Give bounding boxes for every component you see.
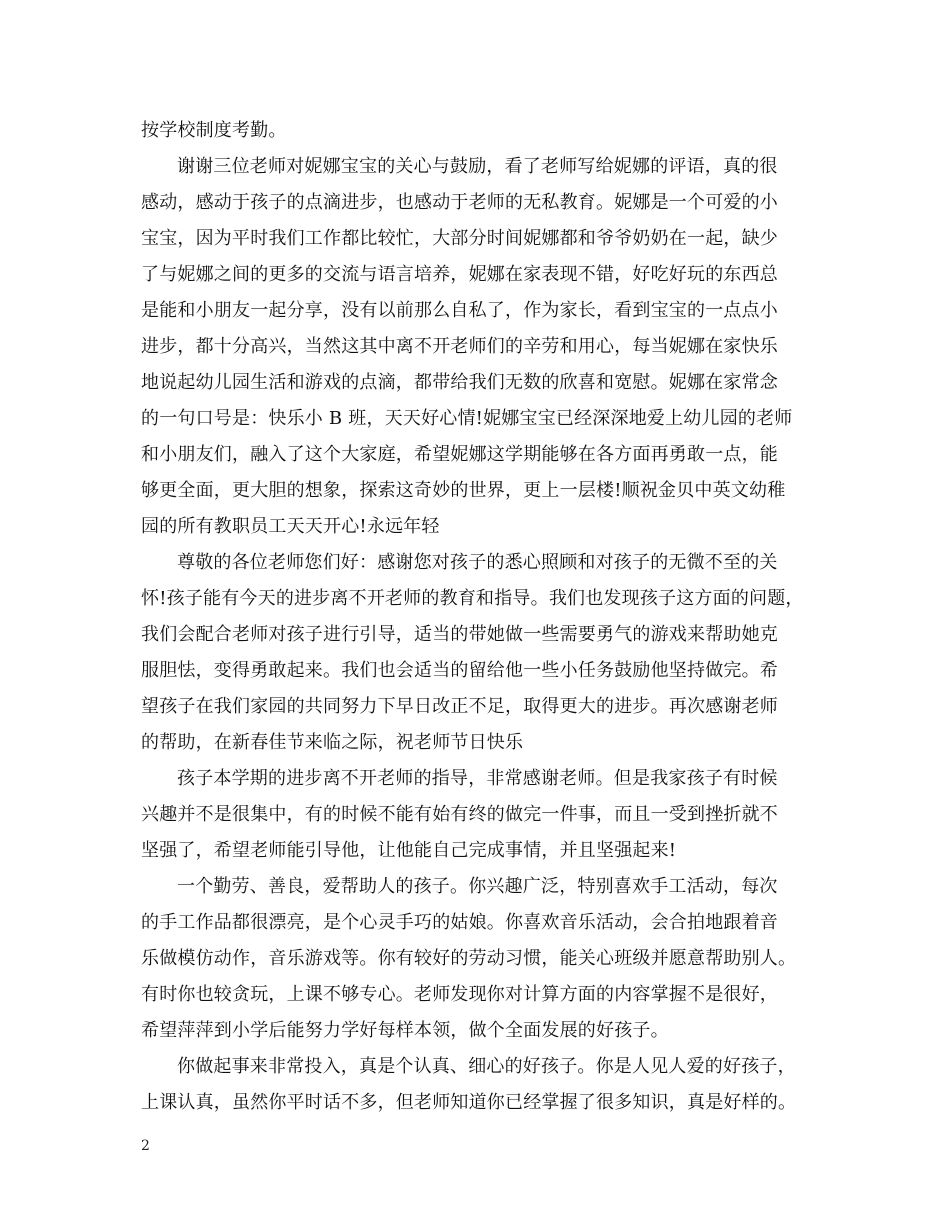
text-line: 一个勤劳、善良，爱帮助人的孩子。你兴趣广泛，特别喜欢手工活动，每次 xyxy=(177,876,778,897)
text-line: 你做起事来非常投入，真是个认真、细心的好孩子。你是人见人爱的好孩子， xyxy=(177,1056,796,1077)
text-line: 地说起幼儿园生活和游戏的点滴，都带给我们无数的欣喜和宽慰。妮娜在家常念 xyxy=(141,372,778,393)
text-line: 的一句口号是：快乐小 B 班，天天好心情!妮娜宝宝已经深深地爱上幼儿园的老师 xyxy=(141,408,793,429)
text-line: 进步，都十分高兴，当然这其中离不开老师们的辛劳和用心，每当妮娜在家快乐 xyxy=(141,336,778,357)
text-line: 是能和小朋友一起分享，没有以前那么自私了，作为家长，看到宝宝的一点点小 xyxy=(141,300,778,321)
text-line: 宝宝，因为平时我们工作都比较忙，大部分时间妮娜都和爷爷奶奶在一起，缺少 xyxy=(141,228,778,249)
text-line: 的手工作品都很漂亮，是个心灵手巧的姑娘。你喜欢音乐活动，会合拍地跟着音 xyxy=(141,912,778,933)
text-line: 按学校制度考勤。 xyxy=(141,120,287,141)
text-line: 感动，感动于孩子的点滴进步，也感动于老师的无私教育。妮娜是一个可爱的小 xyxy=(141,192,778,213)
text-line: 希望萍萍到小学后能努力学好每样本领，做个全面发展的好孩子。 xyxy=(141,1020,669,1041)
text-line: 和小朋友们，融入了这个大家庭，希望妮娜这学期能够在各方面再勇敢一点，能 xyxy=(141,444,778,465)
text-line: 园的所有教职员工天天开心!永远年轻 xyxy=(141,516,440,537)
page-number: 2 xyxy=(141,1138,150,1154)
text-line: 怀!孩子能有今天的进步离不开老师的教育和指导。我们也发现孩子这方面的问题， xyxy=(141,588,804,609)
text-line: 谢谢三位老师对妮娜宝宝的关心与鼓励，看了老师写给妮娜的评语，真的很 xyxy=(177,156,778,177)
text-line: 有时你也较贪玩，上课不够专心。老师发现你对计算方面的内容掌握不是很好， xyxy=(141,984,778,1005)
text-line: 了与妮娜之间的更多的交流与语言培养，妮娜在家表现不错，好吃好玩的东西总 xyxy=(141,264,778,285)
text-line: 我们会配合老师对孩子进行引导，适当的带她做一些需要勇气的游戏来帮助她克 xyxy=(141,624,778,645)
text-line: 服胆怯，变得勇敢起来。我们也会适当的留给他一些小任务鼓励他坚持做完。希 xyxy=(141,660,778,681)
text-line: 坚强了，希望老师能引导他，让他能自己完成事情，并且坚强起来! xyxy=(141,840,677,861)
text-line: 望孩子在我们家园的共同努力下早日改正不足，取得更大的进步。再次感谢老师 xyxy=(141,696,778,717)
text-line: 孩子本学期的进步离不开老师的指导，非常感谢老师。但是我家孩子有时候 xyxy=(177,768,778,789)
text-line: 尊敬的各位老师您们好：感谢您对孩子的悉心照顾和对孩子的无微不至的关 xyxy=(177,552,778,573)
text-line: 乐做模仿动作，音乐游戏等。你有较好的劳动习惯，能关心班级并愿意帮助别人。 xyxy=(141,948,797,969)
text-line: 兴趣并不是很集中，有的时候不能有始有终的做完一件事，而且一受到挫折就不 xyxy=(141,804,778,825)
text-line: 上课认真，虽然你平时话不多，但老师知道你已经掌握了很多知识，真是好样的。 xyxy=(141,1092,797,1113)
text-line: 的帮助，在新春佳节来临之际，祝老师节日快乐 xyxy=(141,732,524,753)
text-line: 够更全面，更大胆的想象，探索这奇妙的世界，更上一层楼!顺祝金贝中英文幼稚 xyxy=(141,480,786,501)
document-body xyxy=(141,113,823,1121)
